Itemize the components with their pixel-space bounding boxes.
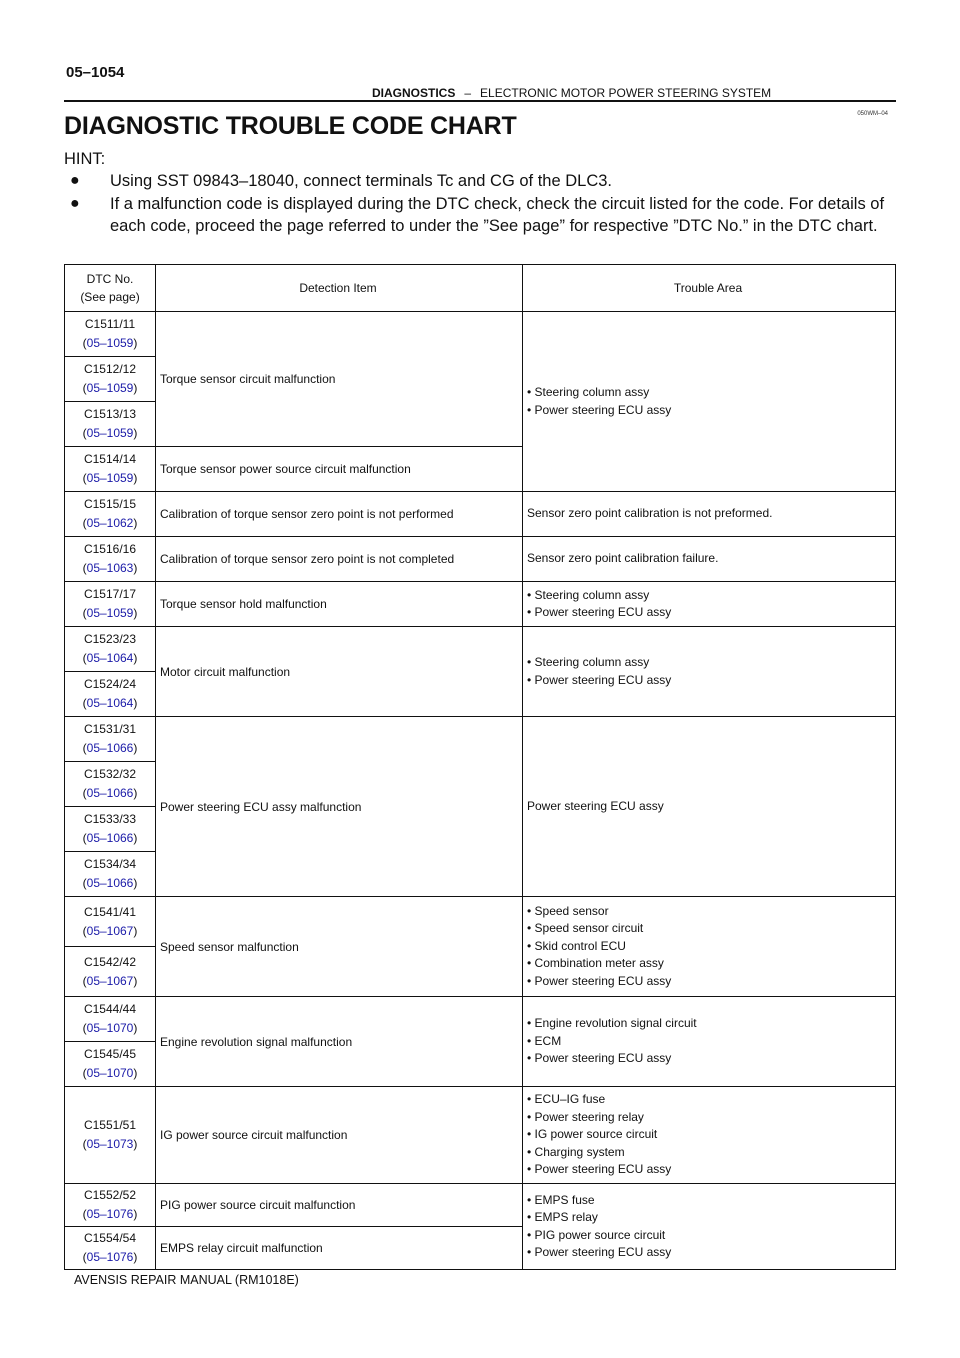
page-footer: AVENSIS REPAIR MANUAL (RM1018E) xyxy=(74,1273,299,1287)
table-row xyxy=(65,537,896,582)
hint-text: Using SST 09843–18040, connect terminals Tc and CG of the DLC3. xyxy=(110,172,613,190)
column-header-detection: Detection Item xyxy=(156,265,523,312)
trouble-line: • Speed sensor circuit xyxy=(527,921,644,936)
table-row xyxy=(65,492,896,537)
dtc-page-ref: (05–1063) xyxy=(82,561,138,575)
page-link[interactable]: 05–1059 xyxy=(86,381,134,395)
dtc-page-ref: (05–1067) xyxy=(82,973,138,988)
page-link[interactable]: 05–1059 xyxy=(86,471,134,485)
dtc-cell xyxy=(65,1227,156,1270)
header-subsection: ELECTRONIC MOTOR POWER STEERING SYSTEM xyxy=(480,86,772,100)
dtc-code: C1524/24 xyxy=(83,677,137,691)
document-code: 050WM–04 xyxy=(857,111,888,117)
dtc-page-ref: (05–1059) xyxy=(82,426,138,440)
trouble-line: • Steering column assy xyxy=(527,385,650,399)
trouble-line: • Power steering ECU assy xyxy=(527,1245,672,1259)
hint-list xyxy=(64,170,897,238)
page-link[interactable]: 05–1067 xyxy=(86,973,134,988)
dtc-page-ref: (05–1066) xyxy=(82,786,138,800)
dtc-cell xyxy=(65,997,156,1042)
dtc-cell xyxy=(65,1184,156,1227)
table-row xyxy=(65,1087,896,1184)
trouble-area xyxy=(523,1087,896,1184)
dtc-code: C1554/54 xyxy=(83,1231,137,1245)
trouble-line: • Engine revolution signal circuit xyxy=(527,1016,697,1031)
dtc-code: C1552/52 xyxy=(83,1188,137,1202)
dtc-cell xyxy=(65,672,156,717)
dtc-code: C1541/41 xyxy=(83,904,137,919)
trouble-line: • Charging system xyxy=(527,1144,625,1159)
page-link[interactable]: 05–1064 xyxy=(86,651,134,665)
dtc-chart-table xyxy=(64,264,896,1270)
trouble-line: • Skid control ECU xyxy=(527,938,626,953)
dtc-cell xyxy=(65,402,156,447)
trouble-line: • EMPS fuse xyxy=(527,1192,595,1207)
trouble-line: • Power steering ECU assy xyxy=(527,402,672,417)
dtc-page-ref: (05–1059) xyxy=(82,606,138,620)
dtc-page-ref: (05–1059) xyxy=(82,381,138,395)
trouble-line: • Steering column assy xyxy=(527,655,650,669)
page-title: DIAGNOSTIC TROUBLE CODE CHART xyxy=(64,112,517,140)
dtc-cell xyxy=(65,762,156,807)
detection-item: Power steering ECU assy malfunction xyxy=(156,717,523,897)
page-link[interactable]: 05–1059 xyxy=(86,606,134,620)
table-row xyxy=(65,717,896,762)
detection-item: Motor circuit malfunction xyxy=(156,627,523,717)
dtc-page-ref: (05–1070) xyxy=(82,1066,138,1080)
dtc-cell xyxy=(65,537,156,582)
dtc-code: C1542/42 xyxy=(83,954,137,969)
detection-item: Torque sensor hold malfunction xyxy=(156,582,523,627)
dtc-page-ref: (05–1066) xyxy=(82,741,138,755)
trouble-area xyxy=(523,1184,896,1270)
dtc-code: C1545/45 xyxy=(83,1047,137,1061)
header-section: DIAGNOSTICS xyxy=(372,86,456,100)
page-link[interactable]: 05–1076 xyxy=(86,1250,134,1264)
trouble-line: • PIG power source circuit xyxy=(527,1227,666,1242)
trouble-line: Sensor zero point calibration failure. xyxy=(527,551,719,566)
detection-item: PIG power source circuit malfunction xyxy=(156,1184,523,1227)
detection-item: Calibration of torque sensor zero point is not completed xyxy=(156,537,523,582)
dtc-code: C1523/23 xyxy=(83,632,137,646)
bullet-icon: ● xyxy=(70,195,80,212)
dtc-code: C1532/32 xyxy=(83,767,137,781)
table-row xyxy=(65,897,896,947)
dtc-code: C1515/15 xyxy=(83,497,137,511)
bullet-icon: ● xyxy=(70,172,80,189)
trouble-line: • ECU–IG fuse xyxy=(527,1092,606,1107)
dtc-cell xyxy=(65,447,156,492)
dtc-cell xyxy=(65,1042,156,1087)
page-link[interactable]: 05–1067 xyxy=(86,923,134,938)
hint-text: If a malfunction code is displayed during the DTC check, check the circuit listed for the code. For details of each code, proceed the page referred to under the ”See page” for respective ”DTC No.” in the DTC chart. xyxy=(110,195,885,235)
detection-item: Speed sensor malfunction xyxy=(156,897,523,997)
dtc-page-ref: (05–1062) xyxy=(82,516,138,530)
dtc-code: C1534/34 xyxy=(83,857,137,871)
dtc-code: C1551/51 xyxy=(83,1118,137,1132)
dtc-code: C1544/44 xyxy=(83,1002,137,1016)
trouble-area xyxy=(523,582,896,627)
detection-item: Torque sensor power source circuit malfunction xyxy=(156,447,523,492)
hint-label: HINT: xyxy=(64,150,106,168)
detection-item: EMPS relay circuit malfunction xyxy=(156,1227,523,1270)
page-link[interactable]: 05–1076 xyxy=(86,1207,134,1221)
trouble-area xyxy=(523,627,896,717)
trouble-area xyxy=(523,997,896,1087)
dtc-page-ref: (05–1076) xyxy=(82,1250,138,1264)
page-number: 05–1054 xyxy=(66,64,125,81)
header-see-page: (See page) xyxy=(80,290,140,304)
table-row xyxy=(65,997,896,1042)
page-link[interactable]: 05–1066 xyxy=(86,876,134,890)
table-row xyxy=(65,312,896,357)
dtc-cell xyxy=(65,852,156,897)
table-row xyxy=(65,627,896,672)
header-separator: – xyxy=(464,86,472,100)
trouble-line: • ECM xyxy=(527,1033,562,1048)
page-link[interactable]: 05–1062 xyxy=(86,516,134,530)
dtc-page-ref: (05–1070) xyxy=(82,1021,138,1035)
page-link[interactable]: 05–1070 xyxy=(86,1066,134,1080)
dtc-code: C1512/12 xyxy=(83,362,137,376)
dtc-page-ref: (05–1064) xyxy=(82,696,138,710)
detection-item: Calibration of torque sensor zero point is not performed xyxy=(156,492,523,537)
trouble-area xyxy=(523,537,896,582)
page-link[interactable]: 05–1066 xyxy=(86,741,134,755)
dtc-cell xyxy=(65,627,156,672)
running-header xyxy=(372,86,771,100)
trouble-line: Sensor zero point calibration is not preformed. xyxy=(527,506,773,521)
detection-item: Engine revolution signal malfunction xyxy=(156,997,523,1087)
page-link[interactable]: 05–1059 xyxy=(86,426,134,440)
dtc-cell xyxy=(65,897,156,947)
header-dtc-no: DTC No. xyxy=(86,272,134,286)
dtc-cell xyxy=(65,1087,156,1184)
dtc-cell xyxy=(65,717,156,762)
dtc-page-ref: (05–1073) xyxy=(82,1137,138,1151)
dtc-cell xyxy=(65,357,156,402)
header-rule xyxy=(64,100,896,102)
column-header-trouble: Trouble Area xyxy=(523,265,896,312)
detection-item: IG power source circuit malfunction xyxy=(156,1087,523,1184)
dtc-page-ref: (05–1059) xyxy=(82,471,138,485)
dtc-cell xyxy=(65,312,156,357)
dtc-cell xyxy=(65,582,156,627)
trouble-line: • Power steering ECU assy xyxy=(527,1051,672,1066)
page-link[interactable]: 05–1073 xyxy=(86,1137,134,1151)
page-link[interactable]: 05–1059 xyxy=(86,336,134,350)
trouble-line: Power steering ECU assy xyxy=(527,798,664,813)
trouble-line: • Power steering ECU assy xyxy=(527,605,672,619)
dtc-page-ref: (05–1066) xyxy=(82,876,138,890)
dtc-cell xyxy=(65,492,156,537)
dtc-code: C1533/33 xyxy=(83,812,137,826)
trouble-line: • Power steering ECU assy xyxy=(527,672,672,687)
page-link[interactable]: 05–1070 xyxy=(86,1021,134,1035)
dtc-page-ref: (05–1064) xyxy=(82,651,138,665)
trouble-line: • Speed sensor xyxy=(527,903,609,918)
trouble-area xyxy=(523,717,896,897)
trouble-area xyxy=(523,492,896,537)
dtc-cell xyxy=(65,947,156,997)
trouble-line: • Combination meter assy xyxy=(527,956,664,971)
trouble-line: • IG power source circuit xyxy=(527,1127,658,1142)
dtc-code: C1511/11 xyxy=(84,317,136,331)
trouble-area xyxy=(523,312,896,492)
dtc-code: C1517/17 xyxy=(83,587,137,601)
trouble-line: • Steering column assy xyxy=(527,587,650,602)
page-link[interactable]: 05–1066 xyxy=(86,786,134,800)
trouble-line: • Power steering ECU assy xyxy=(527,1162,672,1177)
trouble-line: • Power steering ECU assy xyxy=(527,973,672,988)
table-row xyxy=(65,1184,896,1227)
page-link[interactable]: 05–1064 xyxy=(86,696,134,710)
page-link[interactable]: 05–1063 xyxy=(86,561,134,575)
trouble-line: • EMPS relay xyxy=(527,1210,598,1224)
dtc-code: C1516/16 xyxy=(83,542,137,556)
table-header-row xyxy=(65,265,896,312)
dtc-page-ref: (05–1066) xyxy=(82,831,138,845)
page-link[interactable]: 05–1066 xyxy=(86,831,134,845)
dtc-code: C1513/13 xyxy=(83,407,137,421)
detection-item: Torque sensor circuit malfunction xyxy=(156,312,523,447)
dtc-code: C1531/31 xyxy=(83,722,137,736)
hint-item xyxy=(64,170,897,192)
column-header-dtc xyxy=(65,265,156,312)
dtc-cell xyxy=(65,807,156,852)
trouble-line: • Power steering relay xyxy=(527,1109,644,1124)
dtc-page-ref: (05–1076) xyxy=(82,1207,138,1221)
dtc-page-ref: (05–1059) xyxy=(82,336,138,350)
hint-item xyxy=(64,193,897,237)
table-row xyxy=(65,582,896,627)
trouble-area xyxy=(523,897,896,997)
dtc-code: C1514/14 xyxy=(83,452,137,466)
dtc-page-ref: (05–1067) xyxy=(82,923,138,938)
